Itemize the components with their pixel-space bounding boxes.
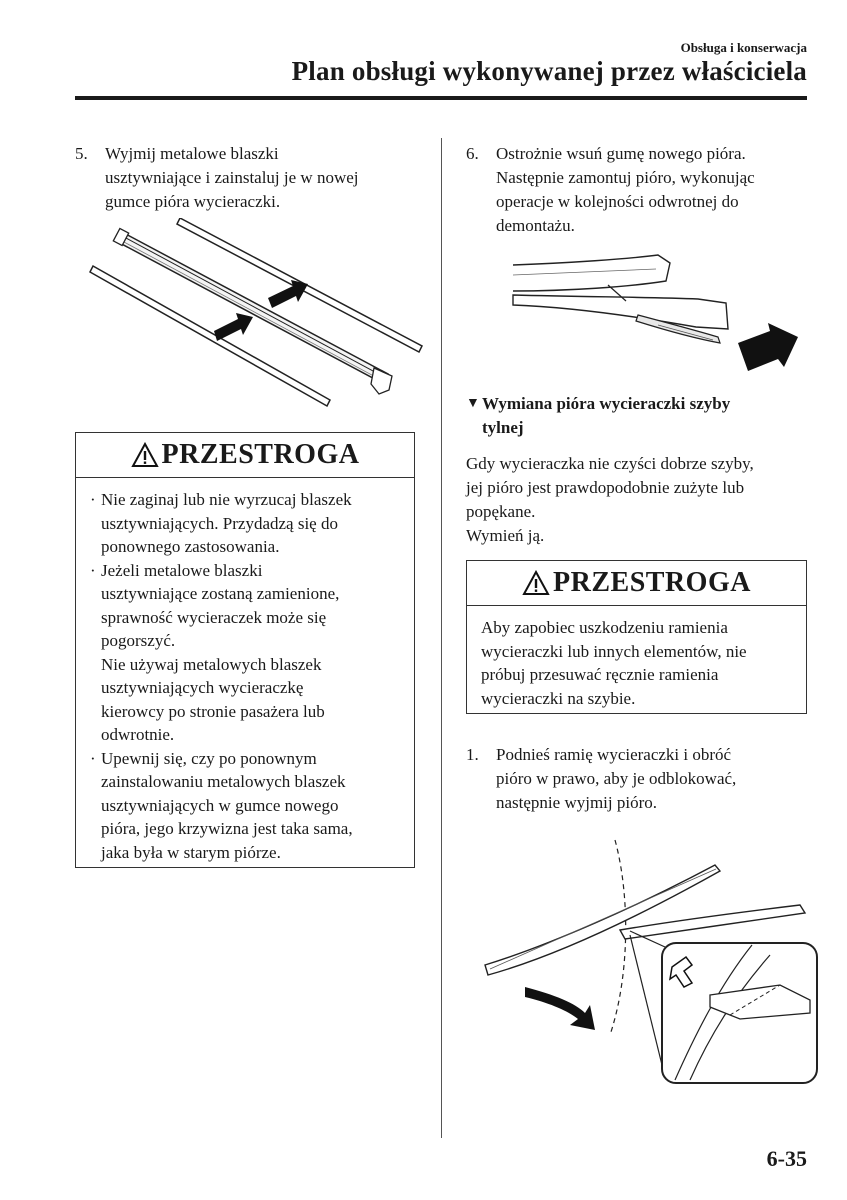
intro-paragraph xyxy=(466,452,811,548)
bullet-line: kierowcy po stronie pasażera lub xyxy=(101,701,325,721)
rotate-arrow-icon xyxy=(525,987,595,1030)
triangle-marker-icon: ▼ xyxy=(466,396,480,411)
bullet-line: zainstalowaniu metalowych blaszek xyxy=(101,772,346,791)
step-number: 5. xyxy=(75,144,88,163)
header-rule xyxy=(75,96,807,100)
caution-content xyxy=(76,478,414,874)
bullet-line: usztywniające zostaną zamienione, xyxy=(101,584,340,603)
bullet-dot: · xyxy=(90,490,96,509)
bullet-dot: · xyxy=(90,748,96,768)
bullet-line: Nie używaj metalowych blaszek xyxy=(101,654,322,674)
bullet-line: sprawność wycieraczek może się xyxy=(101,607,327,627)
step-line: następnie wyjmij pióro. xyxy=(496,793,658,812)
step-line: pióro w prawo, aby je odblokować, xyxy=(496,769,737,788)
intro-line: Gdy wycieraczka nie czyści dobrze szyby, xyxy=(466,454,754,473)
rear-wiper-removal-illustration xyxy=(480,835,825,1090)
step-text xyxy=(496,142,811,238)
step-line: operacje w kolejności odwrotnej do xyxy=(496,192,739,211)
step-number: 1. xyxy=(466,745,479,764)
page-title: Plan obsługi wykonywanej przez właściciela xyxy=(291,56,807,86)
step-line: Następnie zamontuj pióro, wykonując xyxy=(496,168,755,187)
caution-box-right xyxy=(466,560,807,714)
caution-header xyxy=(76,433,414,478)
caution-bullet xyxy=(90,559,400,747)
intro-line: jej pióro jest prawdopodobnie zużyte lub xyxy=(466,478,745,497)
step-line: Ostrożnie wsuń gumę nowego pióra. xyxy=(496,144,746,163)
arrow-right-icon xyxy=(214,313,253,341)
caution-bullet xyxy=(90,488,400,559)
wiper-stiffeners-illustration xyxy=(88,218,428,408)
step-line: Wyjmij metalowe blaszki xyxy=(105,144,279,163)
page-number: 6-35 xyxy=(766,1146,807,1171)
warning-triangle-icon xyxy=(131,442,159,468)
bullet-line: jaka była w starym piórze. xyxy=(101,842,281,862)
bullet-dot: · xyxy=(90,560,96,580)
caution-title: PRZESTROGA xyxy=(161,439,360,470)
bullet-line: Upewnij się, czy po ponownym xyxy=(101,748,317,768)
caution-line: Aby zapobiec uszkodzeniu ramienia xyxy=(481,618,728,637)
step-5 xyxy=(75,142,425,214)
caution-content xyxy=(467,606,806,720)
bullet-line: pióra, jego krzywizna jest taka sama, xyxy=(101,819,353,838)
step-number: 6. xyxy=(466,144,479,163)
intro-line: popękane. xyxy=(466,502,536,521)
arrow-up-left-icon xyxy=(738,323,798,371)
bullet-line: ponownego zastosowania. xyxy=(101,537,280,556)
intro-line: Wymień ją. xyxy=(466,526,545,545)
section-subheading xyxy=(466,392,801,440)
caution-line: wycieraczki na szybie. xyxy=(481,688,636,708)
step-1 xyxy=(466,743,811,815)
step-line: demontażu. xyxy=(496,216,575,235)
section-name: Obsługa i konserwacja xyxy=(680,40,807,55)
subheading-line: tylnej xyxy=(482,418,524,437)
bullet-line: odwrotnie. xyxy=(101,725,175,744)
subheading-line: Wymiana pióra wycieraczki szyby xyxy=(482,394,731,413)
caution-line: wycieraczki lub innych elementów, nie xyxy=(481,641,747,661)
bullet-line: usztywniających wycieraczkę xyxy=(101,678,304,697)
caution-line: próbuj przesuwać ręcznie ramienia xyxy=(481,665,719,684)
step-text xyxy=(496,743,811,815)
bullet-line: Jeżeli metalowe blaszki xyxy=(101,560,263,580)
caution-title: PRZESTROGA xyxy=(553,567,751,598)
bullet-line: usztywniających w gumce nowego xyxy=(101,795,339,815)
caution-bullet xyxy=(90,747,400,865)
column-divider xyxy=(441,138,442,1138)
caution-box-left xyxy=(75,432,415,868)
step-6 xyxy=(466,142,811,238)
bullet-line: pogorszyć. xyxy=(101,631,176,650)
step-line: gumce pióra wycieraczki. xyxy=(105,192,281,211)
step-line: Podnieś ramię wycieraczki i obróć xyxy=(496,745,732,764)
step-line: usztywniające i zainstaluj je w nowej xyxy=(105,168,359,187)
step-text xyxy=(105,142,425,214)
arrow-left-icon xyxy=(268,280,308,308)
warning-triangle-icon xyxy=(522,570,550,596)
bullet-line: Nie zaginaj lub nie wyrzucaj blaszek xyxy=(101,490,352,509)
caution-header xyxy=(467,561,806,606)
bullet-line: usztywniających. Przydadzą się do xyxy=(101,513,338,533)
blade-install-illustration xyxy=(508,245,808,380)
